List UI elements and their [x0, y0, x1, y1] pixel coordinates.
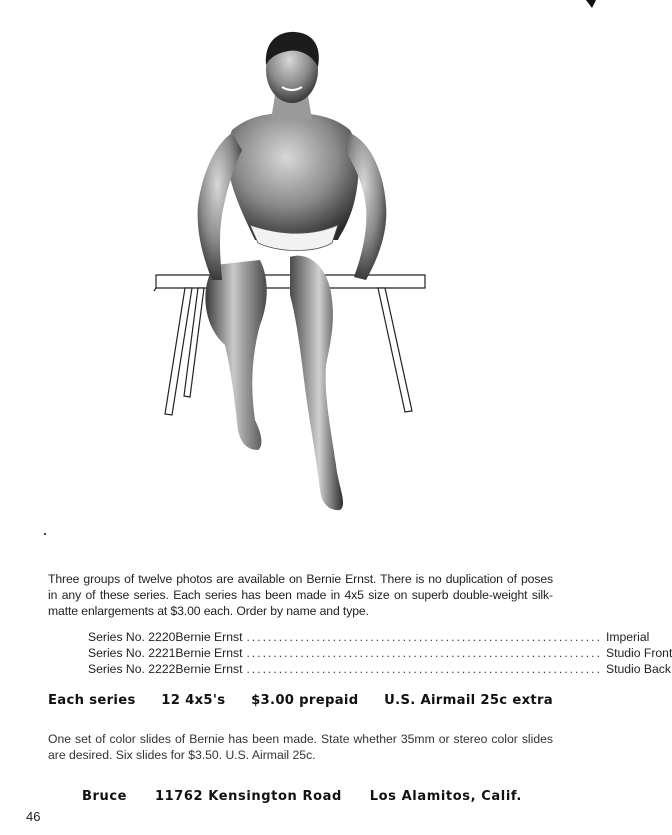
- offer-label: Each series: [48, 693, 136, 708]
- offer-airmail: U.S. Airmail 25c extra: [384, 693, 553, 708]
- series-number: Series No. 2220: [88, 630, 176, 644]
- print-speck: [44, 533, 46, 535]
- series-list: [88, 629, 672, 677]
- leader-dots: ..................................................................: [246, 630, 602, 644]
- photo-man-on-bench: [140, 25, 450, 525]
- left-leg: [205, 260, 266, 450]
- series-name: Bernie Ernst: [175, 646, 243, 660]
- offer-price: $3.00 prepaid: [251, 693, 359, 708]
- offer-line: [48, 693, 553, 708]
- offer-quantity: 12 4x5's: [161, 693, 226, 708]
- series-number: Series No. 2221: [88, 646, 176, 660]
- series-type: Studio Front: [605, 646, 672, 660]
- corner-mark-icon: [586, 0, 596, 8]
- torso: [228, 113, 359, 240]
- leader-dots: ..................................................................: [246, 646, 602, 660]
- slides-paragraph: One set of color slides of Bernie has been made. State whether 35mm or stereo color slides are desired. Six slides for $3.50. U.S. Airmail 25c.: [48, 732, 553, 762]
- leader-dots: ..................................................................: [246, 662, 602, 676]
- series-name: Bernie Ernst: [175, 630, 243, 644]
- series-type: Studio Back: [605, 662, 671, 676]
- intro-paragraph: Three groups of twelve photos are available on Bernie Ernst. There is no duplication of poses in any of these series. Each series has been made in 4x5 size on superb double-weight silk-matte enlargements at $3.00 each. Order by name and type.: [48, 572, 553, 618]
- series-row: [88, 629, 650, 645]
- series-name: Bernie Ernst: [175, 662, 243, 676]
- series-row: [88, 645, 672, 661]
- address-name: Bruce: [82, 789, 128, 804]
- address-street: 11762 Kensington Road: [154, 789, 342, 804]
- right-leg: [290, 256, 343, 511]
- address-city: Los Alamitos, Calif.: [369, 789, 522, 804]
- left-arm: [198, 133, 242, 280]
- series-type: Imperial: [605, 630, 650, 644]
- address-line: [82, 789, 522, 804]
- bench: [154, 275, 425, 415]
- photo-illustration: [140, 25, 450, 525]
- series-number: Series No. 2222: [88, 662, 176, 676]
- series-row: [88, 661, 671, 677]
- page-number: 46: [26, 809, 41, 824]
